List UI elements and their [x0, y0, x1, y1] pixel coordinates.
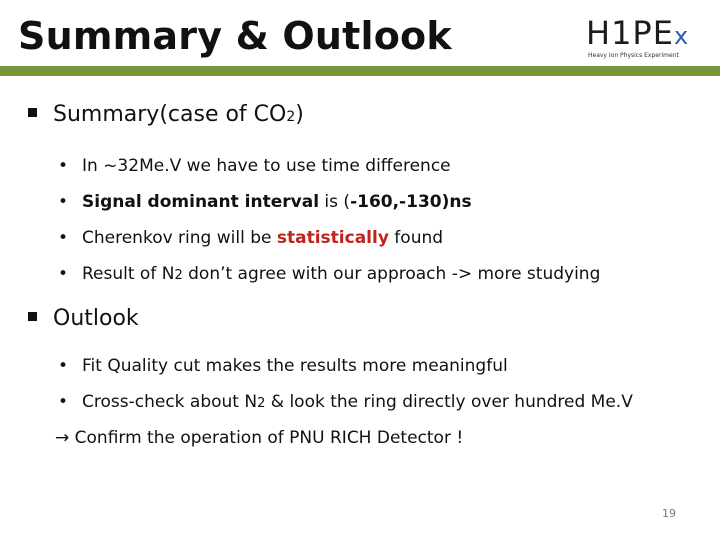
summary-item-1-text: In ~32Me.V we have to use time difference — [82, 156, 451, 176]
bullet-dot-icon: • — [58, 228, 69, 248]
summary-item-4-text-a: Result of N — [82, 264, 175, 284]
outlook-conclusion: → Confirm the operation of PNU RICH Detector ! — [55, 428, 464, 448]
logo-x: x — [673, 22, 690, 50]
summary-item-1 — [58, 156, 451, 176]
outlook-item-2 — [58, 392, 633, 412]
outlook-item-2-text-a: Cross-check about N — [82, 392, 258, 412]
summary-heading-subscript: 2 — [286, 109, 296, 125]
summary-item-4-subscript: 2 — [174, 268, 183, 283]
outlook-heading — [28, 306, 139, 331]
bullet-dot-icon: • — [58, 192, 69, 212]
bullet-dot-icon: • — [58, 264, 69, 284]
bullet-dot-icon: • — [58, 156, 69, 176]
outlook-item-2-subscript: 2 — [257, 396, 266, 411]
summary-item-2-mid: is ( — [319, 192, 351, 212]
summary-item-3-highlight: statistically — [276, 228, 389, 248]
summary-item-4 — [58, 264, 600, 284]
bullet-dot-icon: • — [58, 392, 69, 412]
logo-wordmark — [586, 14, 689, 52]
summary-item-2-end: )ns — [441, 192, 472, 212]
outlook-item-2-text-b: & look the ring directly over hundred Me.V — [265, 392, 633, 412]
summary-item-3-text-a: Cherenkov ring will be — [82, 228, 277, 248]
logo-subtitle: Heavy Ion Physics Experiment — [588, 52, 679, 59]
summary-item-2 — [58, 192, 472, 212]
summary-item-2-bold: Signal dominant interval — [82, 192, 320, 212]
title-divider — [0, 66, 720, 76]
bullet-dot-icon: • — [58, 356, 69, 376]
summary-heading — [28, 102, 304, 127]
summary-heading-close: ) — [295, 102, 304, 127]
outlook-heading-text: Outlook — [53, 306, 139, 331]
summary-item-2-range: -160,-130 — [350, 192, 442, 212]
square-bullet-icon — [28, 108, 37, 117]
hipex-logo — [586, 14, 696, 64]
outlook-item-1-text: Fit Quality cut makes the results more meaningful — [82, 356, 508, 376]
logo-main: H1PE — [586, 14, 674, 52]
page-title: Summary & Outlook — [18, 14, 452, 58]
summary-item-4-text-b: don’t agree with our approach -> more studying — [182, 264, 601, 284]
summary-item-3-text-b: found — [388, 228, 444, 248]
summary-heading-text: Summary(case of CO — [53, 102, 287, 127]
square-bullet-icon — [28, 312, 37, 321]
summary-item-3 — [58, 228, 443, 248]
page-number: 19 — [662, 507, 676, 520]
outlook-item-1 — [58, 356, 508, 376]
